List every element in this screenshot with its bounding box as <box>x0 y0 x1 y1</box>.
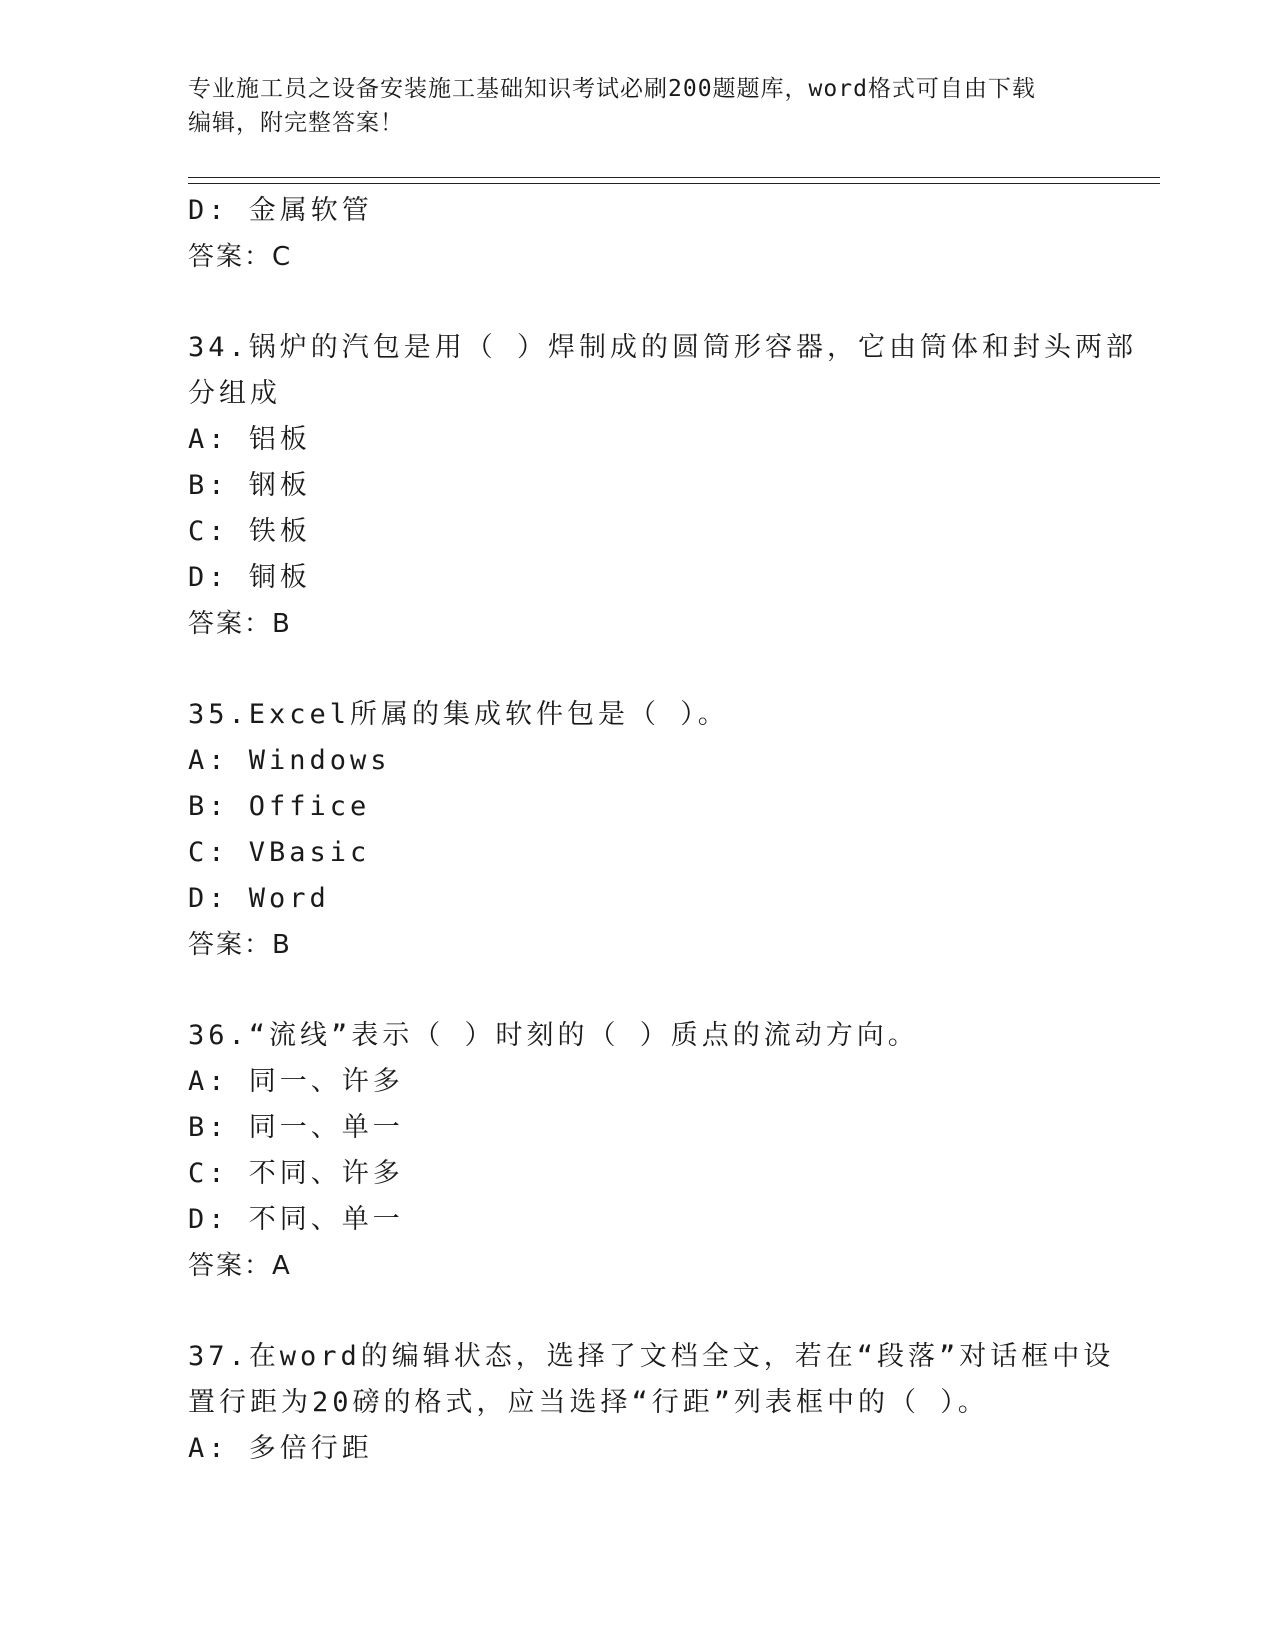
question-stem-line-1: 37.在word的编辑状态，选择了文档全文，若在“段落”对话框中设 <box>188 1341 1115 1372</box>
answer-line: 答案：B <box>188 609 292 639</box>
header-title-line-2: 编辑，附完整答案！ <box>188 110 404 136</box>
header-divider <box>188 177 1160 184</box>
question-stem-line-2: 分组成 <box>188 378 281 409</box>
question-36 <box>188 1013 1088 1289</box>
option-a: A: 多倍行距 <box>188 1433 373 1464</box>
option-b: B: Office <box>188 791 371 822</box>
question-gap <box>188 647 1088 692</box>
question-37 <box>188 1334 1115 1472</box>
question-stem-line-2: 置行距为20磅的格式，应当选择“行距”列表框中的（ ）。 <box>188 1387 989 1418</box>
option-b: B: 同一、单一 <box>188 1112 404 1143</box>
question-34 <box>188 325 1138 647</box>
document-header <box>188 72 1088 140</box>
answer-line: 答案：A <box>188 1251 292 1281</box>
question-gap <box>188 280 1088 325</box>
option-b: B: 钢板 <box>188 470 311 501</box>
question-stem-line-1: 36.“流线”表示（ ）时刻的（ ）质点的流动方向。 <box>188 1020 919 1051</box>
option-d: D: 不同、单一 <box>188 1204 404 1235</box>
option-a: A: 铝板 <box>188 424 311 455</box>
option-c: C: 铁板 <box>188 516 311 547</box>
question-gap <box>188 1289 1088 1334</box>
question-35 <box>188 692 1088 968</box>
answer-line: 答案：C <box>188 242 293 272</box>
option-c: C: 不同、许多 <box>188 1158 404 1189</box>
document-body <box>188 188 1138 1472</box>
option-a: A: 同一、许多 <box>188 1066 404 1097</box>
question-gap <box>188 968 1088 1013</box>
option-c: C: VBasic <box>188 837 371 868</box>
question-33-tail <box>188 188 1088 280</box>
option-d: D: Word <box>188 883 330 914</box>
answer-line: 答案：B <box>188 930 292 960</box>
option-d: D: 铜板 <box>188 562 311 593</box>
header-title-line-1: 专业施工员之设备安装施工基础知识考试必刷200题题库，word格式可自由下载 <box>188 76 1036 102</box>
option-d: D: 金属软管 <box>188 195 373 226</box>
question-stem-line-1: 35.Excel所属的集成软件包是（ ）。 <box>188 699 729 730</box>
question-stem-line-1: 34.锅炉的汽包是用（ ）焊制成的圆筒形容器，它由筒体和封头两部 <box>188 332 1138 363</box>
option-a: A: Windows <box>188 745 391 776</box>
